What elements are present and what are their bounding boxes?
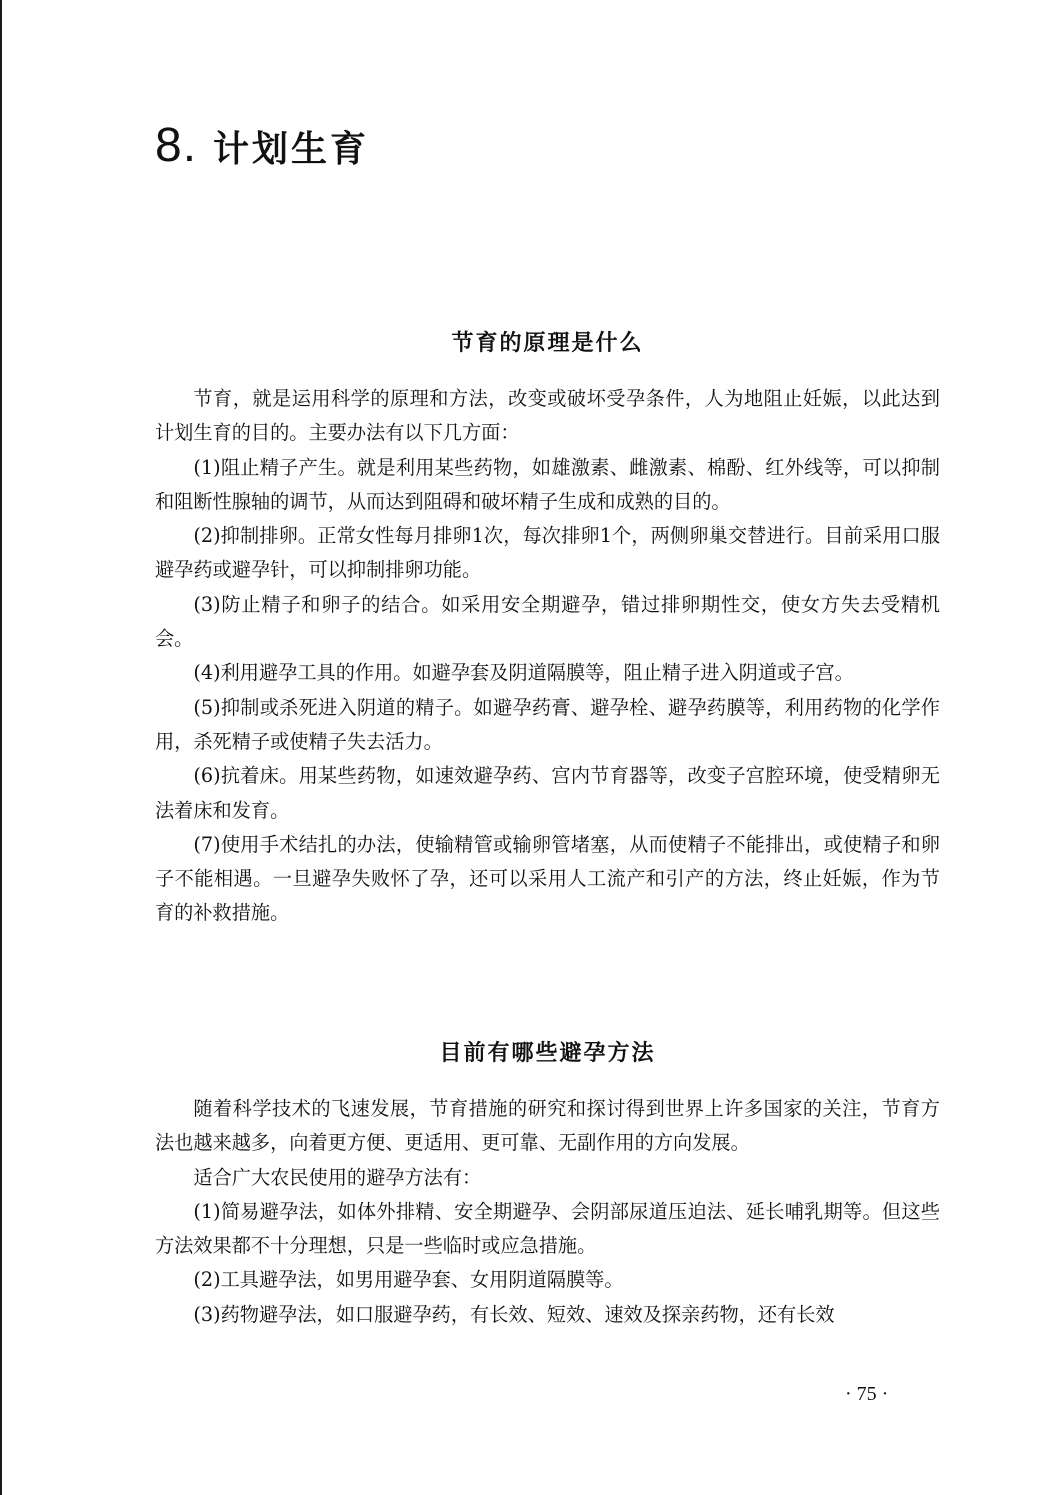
page-number: · 75 · xyxy=(845,1383,889,1405)
paragraph: (4)利用避孕工具的作用。如避孕套及阴道隔膜等，阻止精子进入阴道或子宫。 xyxy=(193,661,854,685)
section-heading-methods: 目前有哪些避孕方法 xyxy=(439,1041,656,1066)
paragraph: (2)工具避孕法，如男用避孕套、女用阴道隔膜等。 xyxy=(193,1268,624,1292)
section-heading-principle: 节育的原理是什么 xyxy=(451,331,644,356)
paragraph: (5)抑制或杀死进入阴道的精子。如避孕药膏、避孕栓、避孕药膜等，利用药物的化学作用，杀死精子或使精子失去活力。 xyxy=(155,695,940,753)
section-body-principle xyxy=(155,382,940,931)
paragraph: (2)抑制排卵。正常女性每月排卵1次，每次排卵1个，两侧卵巢交替进行。目前采用口服避孕药或避孕针，可以抑制排卵功能。 xyxy=(155,524,940,582)
paragraph: (3)防止精子和卵子的结合。如采用安全期避孕，错过排卵期性交，使女方失去受精机会。 xyxy=(155,592,940,651)
paragraph: (3)药物避孕法，如口服避孕药，有长效、短效、速效及探亲药物，还有长效 xyxy=(193,1302,835,1326)
chapter-number: 8. xyxy=(155,119,198,172)
paragraph: 适合广大农民使用的避孕方法有： xyxy=(193,1165,482,1189)
section-body-methods xyxy=(155,1092,940,1332)
paragraph: (7)使用手术结扎的办法，使输精管或输卵管堵塞，从而使精子不能排出，或使精子和卵子不能相遇。一旦避孕失败怀了孕，还可以采用人工流产和引产的方法，终止妊娠，作为节育的补救措施。 xyxy=(155,832,940,925)
page-edge-line xyxy=(0,0,2,1495)
paragraph: 随着科学技术的飞速发展，节育措施的研究和探讨得到世界上许多国家的关注，节育方法也越来越多，向着更方便、更适用、更可靠、无副作用的方向发展。 xyxy=(155,1097,940,1155)
paragraph: 节育，就是运用科学的原理和方法，改变或破坏受孕条件，人为地阻止妊娠，以此达到计划生育的目的。主要办法有以下几方面： xyxy=(155,387,940,445)
chapter-title: 计划生育 xyxy=(213,129,370,170)
paragraph: (6)抗着床。用某些药物，如速效避孕药、宫内节育器等，改变子宫腔环境，使受精卵无法着床和发育。 xyxy=(155,764,940,822)
chapter-header xyxy=(155,118,369,178)
paragraph: (1)阻止精子产生。就是利用某些药物，如雄激素、雌激素、棉酚、红外线等，可以抑制和阻断性腺轴的调节，从而达到阻碍和破坏精子生成和成熟的目的。 xyxy=(155,455,940,513)
paragraph: (1)简易避孕法，如体外排精、安全期避孕、会阴部尿道压迫法、延长哺乳期等。但这些方法效果都不十分理想，只是一些临时或应急措施。 xyxy=(155,1199,940,1258)
